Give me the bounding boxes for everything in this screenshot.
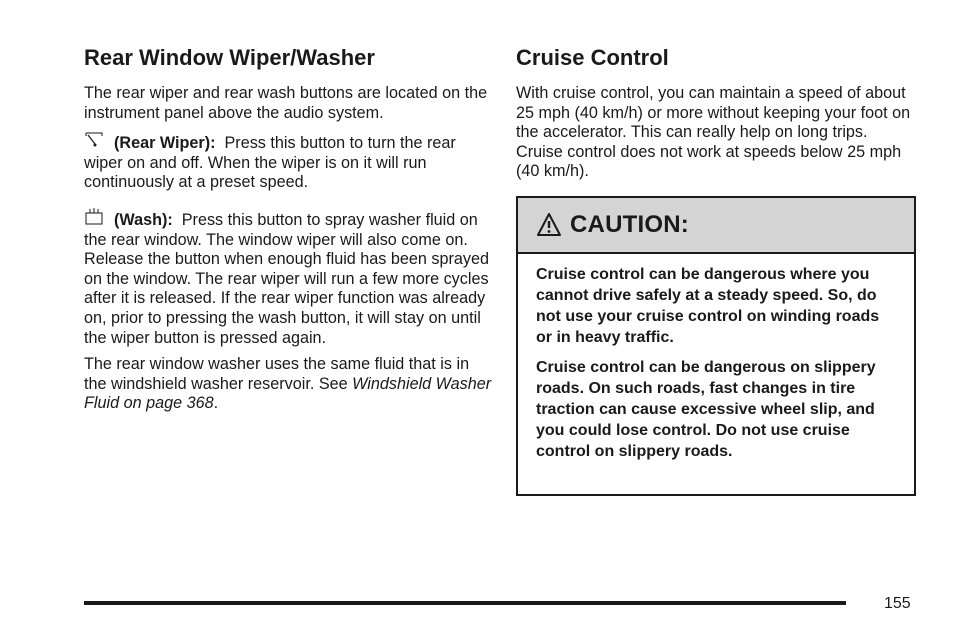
rear-wash-icon [84,207,104,227]
warning-triangle-icon [536,212,562,238]
section-heading-cruise-control: Cruise Control [516,45,669,70]
washer-fluid-end: . [213,394,219,413]
caution-paragraph-2: Cruise control can be dangerous on slippery roads. On such roads, fast changes in tire traction can cause excessive wheel slip, and you could lose control. Do not use cruise control on slippery roads. [536,359,876,460]
page-number: 155 [884,595,911,612]
rear-wash-paragraph [84,207,494,348]
caution-box [516,196,916,496]
left-column [84,44,494,421]
rear-wiper-label: (Rear Wiper): [114,134,216,153]
washer-fluid-paragraph [84,355,494,414]
caution-paragraph-1: Cruise control can be dangerous where you cannot drive safely at a steady speed. So, do not use your cruise control on winding roads or in heavy traffic. [536,266,880,346]
cruise-control-intro: With cruise control, you can maintain a speed of about 25 mph (40 km/h) or more without keeping your foot on the accelerator. This can really help on long trips. Cruise control does not work at speeds below 25 mph (40 km/h). [516,84,911,181]
rear-wiper-icon [84,130,104,150]
caution-title: CAUTION: [570,211,689,238]
caution-body [518,254,914,462]
rear-wiper-paragraph [84,130,494,193]
rear-wash-label: (Wash): [114,210,173,229]
footer-rule [84,601,846,605]
right-column [516,44,918,189]
rear-wiper-intro: The rear wiper and rear wash buttons are located on the instrument panel above the audio system. [84,84,488,122]
rear-wiper-text-first: Press this button to turn [224,134,396,153]
caution-header [518,198,914,254]
washer-fluid-text: The rear window washer uses the same fluid that is in the windshield washer reservoir. See [84,355,470,393]
rear-wash-text-first: Press this button to spray washer [181,210,422,229]
section-heading-rear-wiper: Rear Window Wiper/Washer [84,45,375,70]
rear-wash-text-rest: fluid on the rear window. The window wiper will also come on. Release the button when enough fluid has been sprayed on the window. The rear wiper will run a few more cycles after it is released. If the rear wiper function was already on, prior to pressing the wash button, it will stay on until the wiper button is pressed again. [84,210,489,347]
rear-wiper-text-rest: the rear wiper on and off. When the wiper is on it will run continuously at a preset speed. [84,134,456,192]
washer-fluid-reference-link[interactable]: Windshield Washer Fluid on page 368 [84,374,492,413]
